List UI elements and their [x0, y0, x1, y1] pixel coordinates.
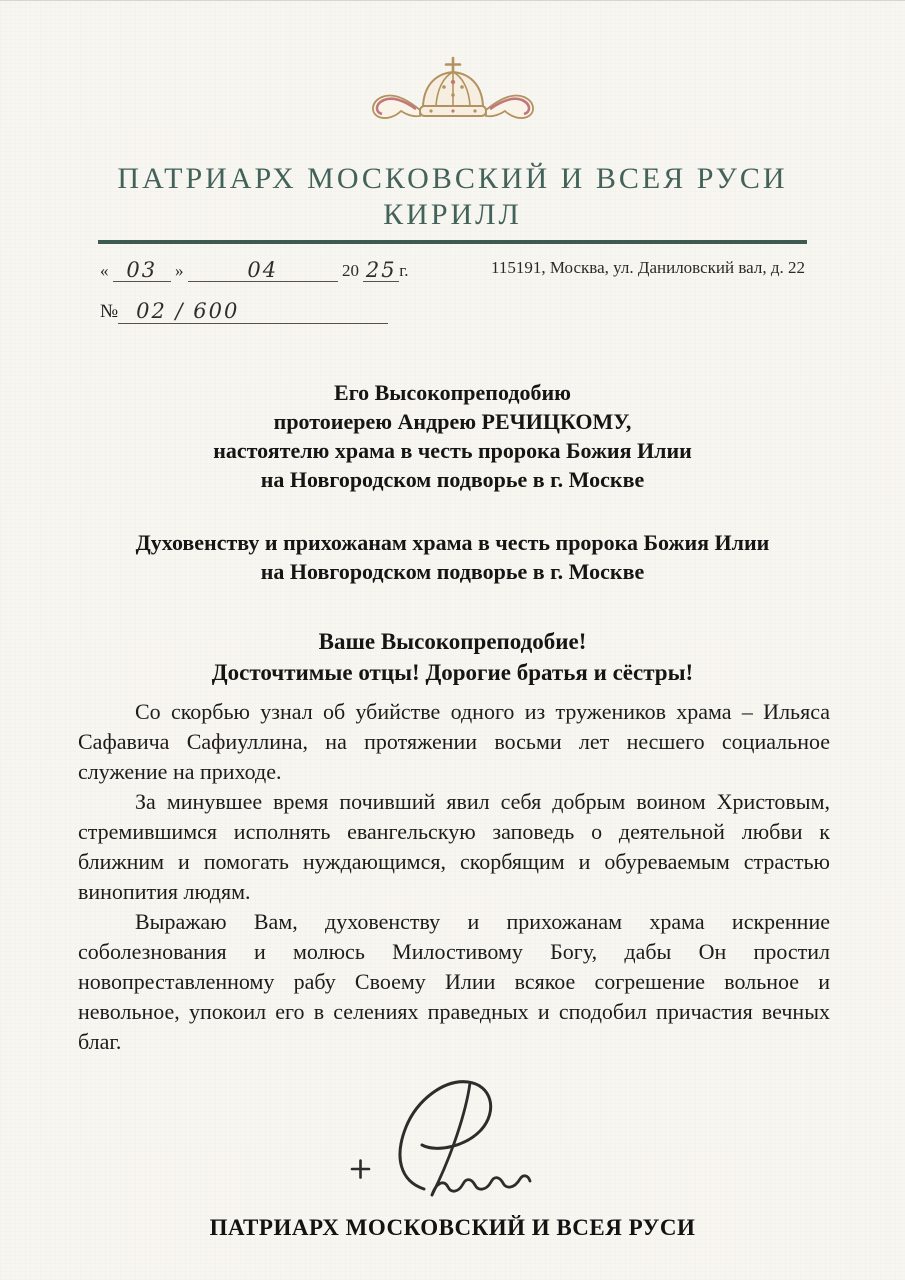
- addressee-line: на Новгородском подворье в г. Москве: [260, 467, 645, 492]
- salutation-block: [0, 626, 905, 688]
- addressee-secondary-block: [0, 528, 905, 586]
- salutation-line2: Досточтимые отцы! Дорогие братья и сёстры!: [211, 660, 694, 685]
- date-line: [100, 257, 409, 282]
- addressee-line: Духовенству и прихожанам храма в честь пророка Божия Илии: [135, 530, 770, 555]
- letterhead-divider: [98, 240, 807, 244]
- signature-title: ПАТРИАРХ МОСКОВСКИЙ И ВСЕЯ РУСИ: [209, 1215, 696, 1240]
- patriarchal-crest-icon: [365, 55, 541, 139]
- addressee-line: на Новгородском подворье в г. Москве: [260, 559, 645, 584]
- date-day-field: [113, 257, 171, 282]
- date-month-field: [188, 257, 338, 282]
- quote-close: »: [175, 261, 184, 280]
- handwritten-year: 25: [365, 258, 397, 282]
- addressee-line: протоиерею Андрею РЕЧИЦКОМУ,: [273, 409, 632, 434]
- year-prefix: 20: [342, 261, 359, 280]
- addressee-block: [0, 378, 905, 494]
- handwritten-month: 04: [247, 258, 279, 282]
- addressee-line: настоятелю храма в честь пророка Божия Илии: [213, 438, 692, 463]
- quote-open: «: [100, 261, 109, 280]
- addressee-line: Его Высокопреподобию: [334, 380, 571, 405]
- letterhead-address: 115191, Москва, ул. Даниловский вал, д. 22: [490, 258, 805, 277]
- handwritten-day: 03: [126, 258, 158, 282]
- number-field: [118, 298, 388, 324]
- date-year-field: [363, 257, 399, 282]
- body-paragraph: Со скорбью узнал об убийстве одного из тружеников храма – Ильяса Сафавича Сафиуллина, на протяжении восьми лет несшего социальное служение на приходе.: [78, 699, 830, 784]
- year-suffix: г.: [399, 261, 409, 280]
- signature-autograph: [318, 1069, 588, 1207]
- letterhead-title-line2: КИРИЛЛ: [383, 198, 522, 231]
- letter-body: [78, 697, 830, 1057]
- handwritten-number: 02 / 600: [136, 299, 240, 323]
- letterhead-title: [0, 161, 905, 233]
- reference-row: [100, 257, 805, 282]
- number-label: №: [100, 301, 119, 322]
- letterhead-title-line1: ПАТРИАРХ МОСКОВСКИЙ И ВСЕЯ РУСИ: [117, 162, 788, 195]
- reference-number: [100, 298, 805, 324]
- salutation-line1: Ваше Высокопреподобие!: [318, 629, 587, 654]
- body-paragraph: Выражаю Вам, духовенству и прихожанам храма искренние соболезнования и молюсь Милостивому Богу, дабы Он простил новопреставленному рабу Своему Илии всякое согрешение вольное и невольное, упокоил его в селениях праведных и сподобил причастия вечных благ.: [78, 909, 830, 1054]
- body-paragraph: За минувшее время почивший явил себя добрым воином Христовым, стремившимся исполнять евангельскую заповедь о деятельной любви к ближним и помогать нуждающимся, скорбящим и обуреваемым страстью винопития людям.: [78, 789, 830, 904]
